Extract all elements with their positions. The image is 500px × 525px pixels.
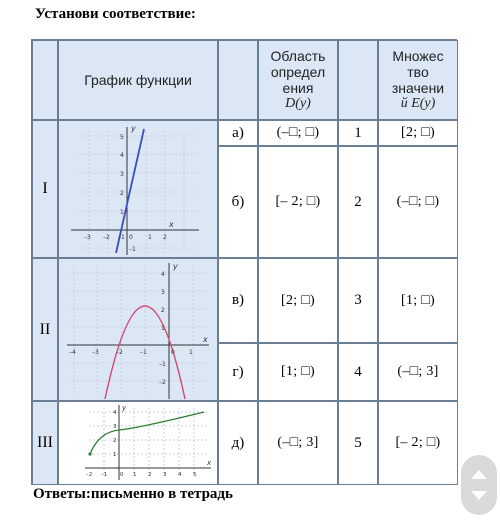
range-value-5: [– 2; □) (395, 435, 441, 450)
domain-cell-d (258, 401, 338, 485)
graph3-y-tick: 1 (113, 452, 117, 458)
number-cell-2 (338, 146, 378, 258)
graph-3-curve (90, 412, 204, 454)
domain-value-b: [– 2; □) (275, 194, 321, 209)
graph1-y-tick: –1 (129, 246, 136, 253)
range-cell-1 (378, 120, 458, 146)
matching-table (31, 39, 457, 485)
graph1-x-tick: –3 (84, 234, 91, 241)
graph2-x-label: x (203, 335, 208, 344)
header-domain-line-4: D(y) (285, 96, 311, 111)
domain-value-d: (–□; 3] (277, 435, 319, 450)
graph2-x-tick: –1 (140, 349, 147, 356)
number-5: 5 (354, 434, 362, 451)
graph2-y-tick: –2 (159, 379, 166, 386)
header-range-line-2: тво (407, 64, 429, 80)
graph2-x-tick: –4 (69, 349, 76, 356)
graph2-x-tick: –2 (116, 349, 123, 356)
graph2-x-tick: –3 (92, 349, 99, 356)
graph1-y-tick: 2 (120, 190, 124, 197)
domain-value-g: [1; □) (281, 364, 315, 379)
letter-cell-g (218, 343, 258, 401)
header-num-col-cell (338, 40, 378, 120)
range-cell-4 (378, 343, 458, 401)
graph1-x-label: x (169, 220, 174, 229)
graph1-y-tick: 1 (120, 209, 124, 216)
row-roman-2 (32, 258, 58, 401)
header-number-cell (32, 40, 58, 120)
header-graph (58, 40, 218, 120)
range-cell-5 (378, 401, 458, 485)
header-range (378, 40, 458, 120)
graph1-x-tick: 1 (148, 234, 152, 241)
graph1-x-tick: –2 (103, 234, 110, 241)
graph-cell-3 (58, 401, 218, 485)
header-letter-cell (218, 40, 258, 120)
graph-3-start-point (88, 452, 91, 455)
number-4: 4 (354, 363, 362, 380)
number-2: 2 (354, 193, 362, 210)
graph-cell-2 (58, 258, 218, 401)
graph3-x-tick: –1 (101, 472, 108, 478)
graph1-x-tick: 0 (129, 234, 133, 241)
letter-b: б) (231, 193, 245, 210)
letter-a: а) (232, 124, 244, 141)
graph3-x-tick: 3 (163, 472, 167, 478)
letter-cell-a (218, 120, 258, 146)
graph-2-parabola (59, 259, 217, 400)
range-value-1: [2; □) (401, 125, 435, 140)
roman-label: I (42, 180, 48, 197)
range-value-4: (–□; 3] (397, 364, 439, 379)
number-cell-5 (338, 401, 378, 485)
graph-1-linear (59, 121, 217, 257)
graph3-x-tick: 4 (178, 472, 182, 478)
range-value-2: (–□; □) (396, 194, 440, 209)
graph2-y-tick: 3 (161, 289, 165, 296)
number-cell-3 (338, 258, 378, 343)
row-roman-1 (32, 120, 58, 258)
number-1: 1 (354, 124, 362, 141)
graph3-x-tick: 2 (148, 472, 152, 478)
header-domain (258, 40, 338, 120)
header-graph-label: График функции (84, 72, 192, 88)
graph1-x-tick: –1 (118, 234, 125, 241)
graph3-x-tick: 5 (193, 472, 197, 478)
header-domain-line-2: определ (270, 64, 326, 80)
graph-3-sqrt (59, 402, 217, 484)
graph2-y-tick: –1 (159, 361, 166, 368)
graph2-y-tick: 4 (161, 271, 165, 278)
letter-v: в) (231, 292, 245, 308)
graph1-y-tick: 5 (120, 134, 124, 141)
graph1-y-label: y (131, 124, 136, 133)
domain-cell-b (258, 146, 338, 258)
header-domain-line-3: ения (282, 80, 314, 96)
scroll-down-icon[interactable] (471, 491, 487, 500)
letter-g: г) (232, 363, 244, 380)
letter-cell-d (218, 401, 258, 485)
graph3-x-tick: –2 (86, 472, 93, 478)
letter-cell-v (218, 258, 258, 343)
range-value-3: [1; □) (401, 292, 435, 308)
header-range-line-3: значени (391, 80, 445, 96)
header-range-line-4: й E(y) (400, 96, 436, 111)
graph3-y-tick: 4 (113, 410, 117, 416)
scroll-up-icon[interactable] (471, 470, 487, 479)
graph1-y-tick: 3 (120, 171, 124, 178)
roman-label: II (39, 320, 51, 338)
domain-cell-a (258, 120, 338, 146)
graph-cell-1 (58, 120, 218, 258)
domain-cell-v (258, 258, 338, 343)
row-roman-3 (32, 401, 58, 485)
graph3-y-tick: 2 (113, 438, 117, 444)
domain-cell-g (258, 343, 338, 401)
domain-value-v: [2; □) (281, 292, 315, 308)
graph2-y-label: y (173, 262, 178, 271)
graph2-x-tick: 0 (171, 349, 175, 356)
number-cell-4 (338, 343, 378, 401)
graph1-y-tick: 4 (120, 152, 124, 159)
page-title: Установи соответствие: (35, 6, 196, 22)
letter-cell-b (218, 146, 258, 258)
number-3: 3 (354, 292, 362, 308)
graph3-y-label: y (122, 404, 127, 412)
graph2-y-tick: 1 (161, 325, 165, 332)
answers-note: Ответы:письменно в тетрадь (33, 486, 233, 502)
graph3-x-tick: 0 (120, 472, 124, 478)
graph2-x-tick: 1 (189, 349, 193, 356)
header-domain-line-1: Область (270, 48, 326, 64)
header-range-line-1: Множес (392, 48, 444, 64)
letter-d: д) (231, 434, 245, 451)
number-cell-1 (338, 120, 378, 146)
range-cell-3 (378, 258, 458, 343)
scroll-control[interactable] (461, 455, 497, 515)
domain-value-a: (–□; □) (276, 125, 320, 140)
range-cell-2 (378, 146, 458, 258)
graph3-y-tick: 3 (113, 424, 117, 430)
graph3-x-tick: 1 (133, 472, 137, 478)
graph2-y-tick: 2 (161, 307, 165, 314)
roman-label: III (37, 434, 53, 451)
graph3-x-label: x (207, 459, 212, 467)
graph1-x-tick: 2 (163, 234, 167, 241)
